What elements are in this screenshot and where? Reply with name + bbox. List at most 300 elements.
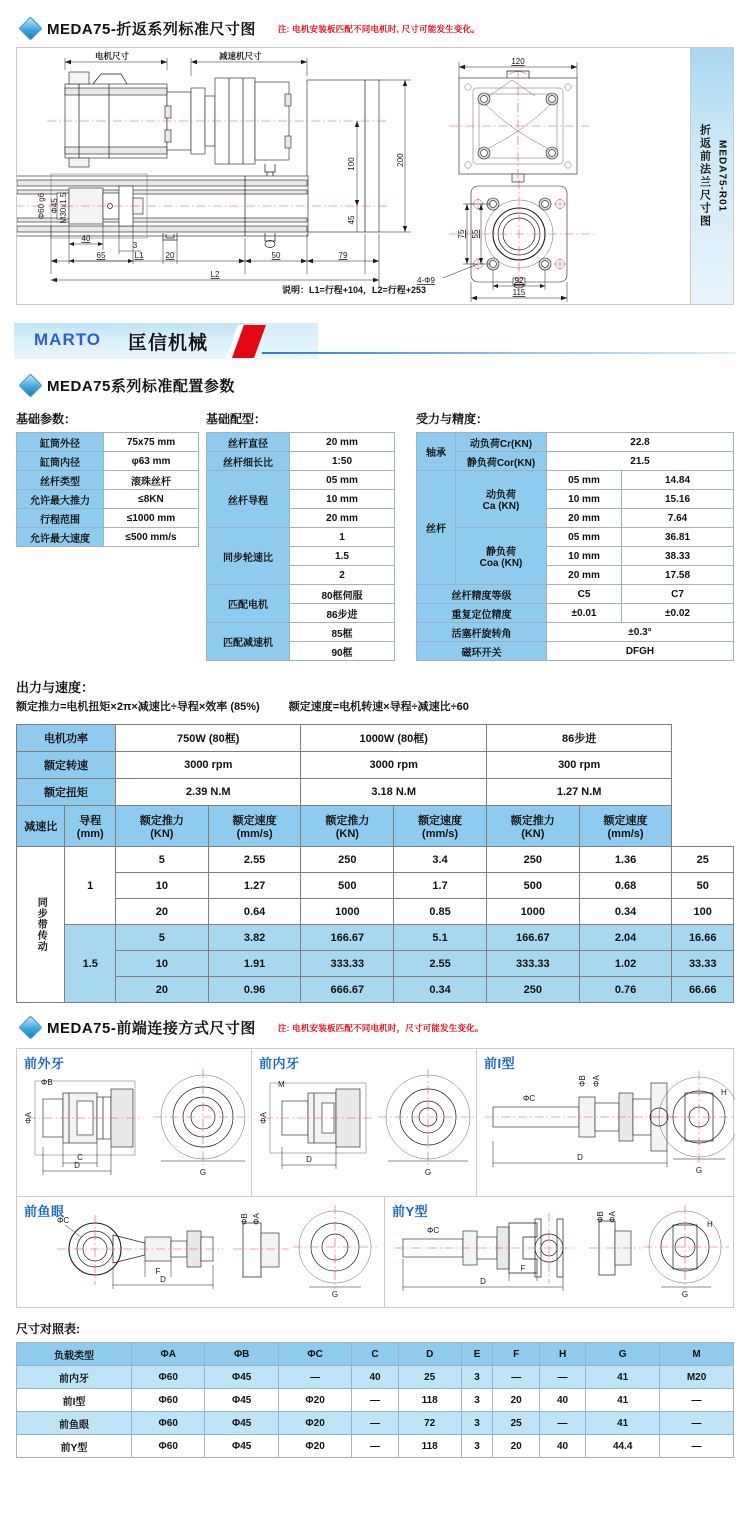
vel-label-line2: (mm/s) <box>236 828 273 840</box>
table-row <box>207 433 395 452</box>
col-header: F <box>493 1343 539 1366</box>
dim-d: D <box>160 1275 166 1284</box>
dim-d: D <box>306 1155 312 1164</box>
row-label: 允许最大推力 <box>17 490 104 509</box>
data-cell: 3 <box>461 1412 493 1435</box>
row-label: 丝杆精度等级 <box>417 585 547 604</box>
table-row <box>207 585 395 604</box>
row-label: 匹配减速机 <box>207 623 290 661</box>
dim-phiB: ΦB <box>240 1213 249 1225</box>
diamond-bullet-icon <box>18 16 42 40</box>
speed-formula: 额定速度=电机转速×导程÷减速比÷60 <box>288 701 469 713</box>
row-value: 21.5 <box>547 452 734 471</box>
data-cell: 66.66 <box>672 977 734 1003</box>
dim-g: G <box>199 1168 207 1177</box>
data-cell: 44.4 <box>586 1435 660 1458</box>
data-cell: 40 <box>539 1389 585 1412</box>
row-value: 38.33 <box>622 547 734 566</box>
data-cell: 1.02 <box>579 951 672 977</box>
table-row <box>17 1389 734 1412</box>
data-cell: Φ60 <box>132 1412 205 1435</box>
data-cell: 50 <box>672 873 734 899</box>
col-header-thrust <box>486 806 579 847</box>
vel-label-line2: (mm/s) <box>422 828 459 840</box>
data-cell: — <box>539 1366 585 1389</box>
brand-underline <box>262 352 736 354</box>
data-cell: 40 <box>352 1366 398 1389</box>
data-cell: 72 <box>398 1412 461 1435</box>
table-header-row <box>17 1343 734 1366</box>
section3-title: 出力与速度： <box>16 680 95 695</box>
basic-params-group <box>16 410 206 547</box>
data-cell: Φ45 <box>205 1366 278 1389</box>
data-cell: 666.67 <box>301 977 394 1003</box>
col-header-thrust <box>301 806 394 847</box>
lead-cell: 20 <box>116 977 209 1003</box>
lead-cell: 20 <box>116 899 209 925</box>
dim-L2: L2 <box>210 270 220 279</box>
table-row <box>417 528 734 547</box>
motor-speed: 3000 rpm <box>116 752 301 779</box>
col-header: H <box>539 1343 585 1366</box>
row-value: 1 <box>290 528 395 547</box>
dim-115: 115 <box>512 288 526 297</box>
table-row <box>17 806 734 847</box>
table-row <box>17 873 734 899</box>
col-header: G <box>586 1343 660 1366</box>
data-cell: Φ20 <box>278 1389 351 1412</box>
data-cell: 0.76 <box>579 977 672 1003</box>
data-cell: 2.55 <box>208 847 301 873</box>
diamond-bullet-icon <box>18 1015 42 1039</box>
row-label: 额定转速 <box>17 752 116 779</box>
dim-4-phi9: 4-Φ9 <box>417 276 435 285</box>
row-value: ±0.3° <box>547 623 734 642</box>
dim-55: 55 <box>471 229 480 239</box>
table-row <box>17 509 199 528</box>
data-cell: 2.04 <box>579 925 672 951</box>
row-value: φ63 mm <box>104 452 199 471</box>
row-value: 10 mm <box>547 547 622 566</box>
col-header-vel <box>394 806 487 847</box>
front-connection-grid <box>16 1048 734 1308</box>
data-cell: Φ60 <box>132 1435 205 1458</box>
table-row <box>17 899 734 925</box>
dim-200: 200 <box>396 153 405 167</box>
data-cell: 250 <box>301 847 394 873</box>
col-header: ΦC <box>278 1343 351 1366</box>
drawing-formula-note: 说明：L1=行程+104，L2=行程+253 <box>281 285 427 295</box>
col-header: M <box>660 1343 734 1366</box>
table-row <box>17 528 199 547</box>
row-label: 丝杆类型 <box>17 471 104 490</box>
dim-g: G <box>695 1166 703 1175</box>
dim-d: D <box>480 1277 486 1286</box>
brand-name-cn: 匡信机械 <box>128 333 209 354</box>
row-value: ≤500 mm/s <box>104 528 199 547</box>
data-cell: Φ60 <box>132 1389 205 1412</box>
data-cell: Φ45 <box>205 1389 278 1412</box>
row-value: 10 mm <box>547 490 622 509</box>
data-cell: 1.27 <box>208 873 301 899</box>
data-cell: M20 <box>660 1366 734 1389</box>
diamond-bullet-icon <box>18 373 42 397</box>
col-header: 负载类型 <box>17 1343 132 1366</box>
data-cell: 41 <box>586 1366 660 1389</box>
label-motor-size: 电机尺寸 <box>95 51 130 61</box>
table-row <box>17 471 199 490</box>
vel-label-line1: 额定速度 <box>603 815 648 827</box>
dim-phiB: ΦB <box>41 1078 53 1087</box>
row-label: 前内牙 <box>17 1366 132 1389</box>
ratio-cell: 1.5 <box>65 925 116 1003</box>
dimension-comparison-table <box>16 1342 734 1458</box>
dim-h: H <box>707 1220 713 1229</box>
lead-cell: 10 <box>116 873 209 899</box>
config-params-table <box>206 432 395 661</box>
row-value: ±0.02 <box>622 604 734 623</box>
fisheye-drawing <box>17 1197 385 1307</box>
dim-phiA: ΦA <box>608 1211 617 1223</box>
row-value: C5 <box>547 585 622 604</box>
thrust-label-line2: (KN) <box>150 828 174 840</box>
row-value: 36.81 <box>622 528 734 547</box>
thrust-label-line2: (KN) <box>335 828 359 840</box>
data-cell: — <box>660 1412 734 1435</box>
section4-note: 注: 电机安装板匹配不同电机时，尺寸可能发生变化。 <box>277 1022 484 1033</box>
section5-title: 尺寸对照表: <box>16 1322 80 1336</box>
thrust-formula: 额定推力=电机扭矩×2π×减速比÷导程×效率 (85%) <box>16 701 260 713</box>
data-cell: 166.67 <box>486 925 579 951</box>
row-label: 丝杆导程 <box>207 471 290 528</box>
table-row <box>417 642 734 661</box>
row-value: 75x75 mm <box>104 433 199 452</box>
front-connection-cell-inner-thread <box>252 1049 477 1197</box>
dimension-drawing-box <box>16 47 734 305</box>
accuracy-params-table <box>416 432 734 661</box>
coa-label-line2: Coa (KN) <box>479 558 523 569</box>
table-row <box>17 1412 734 1435</box>
basic-params-table <box>16 432 199 547</box>
formula-row <box>16 698 734 714</box>
row-value: 05 mm <box>547 528 622 547</box>
thrust-label-line1: 额定推力 <box>510 815 555 827</box>
table-row <box>17 490 199 509</box>
data-cell: 250 <box>486 977 579 1003</box>
dim-phiB: ΦB <box>596 1211 605 1223</box>
dim-g: G <box>331 1290 339 1299</box>
coa-label-line1: 静负荷 <box>486 547 516 558</box>
dim-phi45: Φ45 <box>50 198 59 214</box>
data-cell: 40 <box>539 1435 585 1458</box>
dim-75: 75 <box>457 229 466 239</box>
front-connection-row-2 <box>17 1197 733 1307</box>
thrust-label-line1: 额定推力 <box>325 815 370 827</box>
table-row <box>417 604 734 623</box>
cell-label: 前鱼眼 <box>24 1204 65 1219</box>
dim-h: H <box>721 1088 727 1097</box>
table-row <box>417 623 734 642</box>
front-connection-cell-y-type <box>385 1197 733 1307</box>
row-label: 行程范围 <box>17 509 104 528</box>
section2-heading <box>0 375 750 396</box>
dim-phiA: ΦA <box>259 1112 268 1124</box>
data-cell: 0.34 <box>394 977 487 1003</box>
row-value: 1:50 <box>290 452 395 471</box>
row-value: ±0.01 <box>547 604 622 623</box>
data-cell: — <box>660 1435 734 1458</box>
label-reducer-size: 减速机尺寸 <box>219 51 262 61</box>
section4-title: MEDA75-前端连接方式尺寸图 <box>47 1020 256 1037</box>
data-cell: 100 <box>672 899 734 925</box>
dimension-comparison-section <box>0 1320 750 1458</box>
dim-m30: M30x1.5 <box>59 192 68 224</box>
data-cell: 2.55 <box>394 951 487 977</box>
row-label: 电机功率 <box>17 725 116 752</box>
data-cell: Φ45 <box>205 1435 278 1458</box>
data-cell: 3.82 <box>208 925 301 951</box>
data-cell: — <box>660 1389 734 1412</box>
row-label <box>456 528 547 585</box>
row-value: 22.8 <box>547 433 734 452</box>
lead-cell: 5 <box>116 847 209 873</box>
col-header-lead <box>65 806 116 847</box>
table-row <box>17 977 734 1003</box>
table-row <box>417 471 734 490</box>
data-cell: 5.1 <box>394 925 487 951</box>
dim-f: F <box>155 1267 161 1276</box>
section1-title: MEDA75-折返系列标准尺寸图 <box>47 21 256 38</box>
dim-phiA: ΦA <box>592 1075 601 1087</box>
data-cell: 118 <box>398 1389 461 1412</box>
dim-g: G <box>424 1168 432 1177</box>
cell-label: 前Y型 <box>392 1204 429 1219</box>
row-value: 20 mm <box>547 509 622 528</box>
row-label: 前Y型 <box>17 1435 132 1458</box>
row-label: 额定扭矩 <box>17 779 116 806</box>
col-header: D <box>398 1343 461 1366</box>
assembly-drawing <box>17 48 693 304</box>
dim-92: 92 <box>514 276 524 285</box>
cell-label: 前I型 <box>484 1056 516 1071</box>
row-label: 活塞杆旋转角 <box>417 623 547 642</box>
data-cell: 20 <box>493 1389 539 1412</box>
output-speed-section <box>0 677 750 1003</box>
ca-label-line1: 动负荷 <box>486 490 516 501</box>
row-label: 轴承 <box>417 433 456 471</box>
row-label <box>456 471 547 528</box>
motor-torque: 1.27 N.M <box>486 779 671 806</box>
table-row <box>17 779 734 806</box>
front-connection-cell-fisheye <box>17 1197 385 1307</box>
row-value: 17.58 <box>622 566 734 585</box>
row-label: 丝杆直径 <box>207 433 290 452</box>
col-header: E <box>461 1343 493 1366</box>
side-tab-model: MEDA75-R01 <box>716 139 728 213</box>
col-header: C <box>352 1343 398 1366</box>
basic-params-title: 基础参数： <box>16 412 77 426</box>
col-header-ratio: 减速比 <box>17 806 65 847</box>
lead-label-line1: 导程 <box>79 815 102 827</box>
row-label: 允许最大速度 <box>17 528 104 547</box>
dim-79: 79 <box>338 251 348 260</box>
row-label: 同步轮速比 <box>207 528 290 585</box>
dim-100: 100 <box>347 157 356 171</box>
data-cell: Φ20 <box>278 1435 351 1458</box>
row-value: 10 mm <box>290 490 395 509</box>
dim-phiC: ΦC <box>523 1094 536 1103</box>
col-header-vel <box>208 806 301 847</box>
row-label: 重复定位精度 <box>417 604 547 623</box>
motor-power: 1000W (80框) <box>301 725 486 752</box>
data-cell: — <box>352 1412 398 1435</box>
accuracy-params-group <box>416 410 734 661</box>
col-header: ΦB <box>205 1343 278 1366</box>
row-label: 缸筒外径 <box>17 433 104 452</box>
data-cell: 3 <box>461 1389 493 1412</box>
row-value: C7 <box>622 585 734 604</box>
row-label-screw <box>417 471 456 585</box>
config-params-title: 基础配型： <box>206 412 267 426</box>
data-cell: 3.4 <box>394 847 487 873</box>
lead-cell: 5 <box>116 925 209 951</box>
data-cell: — <box>352 1389 398 1412</box>
data-cell: — <box>539 1412 585 1435</box>
section4-heading <box>0 1017 750 1038</box>
motor-torque: 2.39 N.M <box>116 779 301 806</box>
data-cell: 25 <box>398 1366 461 1389</box>
front-connection-cell-i-type <box>477 1049 735 1197</box>
thrust-label-line2: (KN) <box>521 828 545 840</box>
data-cell: 25 <box>672 847 734 873</box>
data-cell: 118 <box>398 1435 461 1458</box>
table-row <box>17 452 199 471</box>
data-cell: 333.33 <box>301 951 394 977</box>
data-cell: 41 <box>586 1389 660 1412</box>
vel-label-line1: 额定速度 <box>232 815 277 827</box>
side-tab-title-cn: 折返前法兰尺寸图 <box>698 124 711 228</box>
cell-label: 前内牙 <box>259 1056 300 1071</box>
i-type-drawing <box>477 1049 735 1197</box>
data-cell: Φ45 <box>205 1412 278 1435</box>
row-value: 86步进 <box>290 604 395 623</box>
brand-name-en: MARTO <box>34 330 102 349</box>
table-row <box>17 433 199 452</box>
ratio-cell: 1 <box>65 847 116 925</box>
front-connection-cell-outer-thread <box>17 1049 252 1197</box>
motor-power: 86步进 <box>486 725 671 752</box>
row-value: 2 <box>290 566 395 585</box>
col-header-vel <box>579 806 672 847</box>
row-label: 匹配电机 <box>207 585 290 623</box>
table-row <box>17 925 734 951</box>
row-value: 15.16 <box>622 490 734 509</box>
data-cell: 3 <box>461 1435 493 1458</box>
vel-label-line1: 额定速度 <box>418 815 463 827</box>
table-row <box>417 452 734 471</box>
col-header: ΦA <box>132 1343 205 1366</box>
drive-type-label: 同步带传动 <box>35 897 47 952</box>
dim-65: 65 <box>96 251 106 260</box>
row-value: 80框伺服 <box>290 585 395 604</box>
motor-torque: 3.18 N.M <box>301 779 486 806</box>
data-cell: — <box>352 1435 398 1458</box>
row-value: 20 mm <box>290 509 395 528</box>
row-value: 14.84 <box>622 471 734 490</box>
data-cell: 0.85 <box>394 899 487 925</box>
dim-d: D <box>74 1161 80 1170</box>
dim-m: M <box>278 1080 285 1089</box>
y-type-drawing <box>385 1197 733 1307</box>
data-cell: 3 <box>461 1366 493 1389</box>
dim-c: C <box>77 1153 83 1162</box>
data-cell: 500 <box>301 873 394 899</box>
cell-label: 前外牙 <box>24 1056 65 1071</box>
config-params-group <box>206 410 416 661</box>
dim-g: G <box>681 1290 689 1299</box>
data-cell: Φ60 <box>132 1366 205 1389</box>
table-row <box>17 1435 734 1458</box>
row-value: ≤8KN <box>104 490 199 509</box>
data-cell: 166.67 <box>301 925 394 951</box>
motor-power: 750W (80框) <box>116 725 301 752</box>
row-value: 滚珠丝杆 <box>104 471 199 490</box>
data-cell: 1000 <box>486 899 579 925</box>
motor-speed: 300 rpm <box>486 752 671 779</box>
table-row <box>417 585 734 604</box>
row-label: 前I型 <box>17 1389 132 1412</box>
motor-speed: 3000 rpm <box>301 752 486 779</box>
dim-f: F <box>520 1264 526 1273</box>
table-row <box>17 951 734 977</box>
col-header-thrust <box>116 806 209 847</box>
table-row <box>17 1366 734 1389</box>
table-row <box>207 452 395 471</box>
vel-label-line2: (mm/s) <box>607 828 644 840</box>
drawing-side-tab <box>690 48 733 304</box>
data-cell: 1.36 <box>579 847 672 873</box>
data-cell: 20 <box>493 1435 539 1458</box>
row-value: 20 mm <box>290 433 395 452</box>
table-row <box>17 847 734 873</box>
table-row <box>207 471 395 490</box>
dim-120: 120 <box>511 57 525 66</box>
data-cell: — <box>278 1366 351 1389</box>
data-cell: 25 <box>493 1412 539 1435</box>
data-cell: 500 <box>486 873 579 899</box>
table-row <box>17 725 734 752</box>
data-cell: 250 <box>486 847 579 873</box>
dim-phi60: Φ60 g6 <box>37 192 46 220</box>
row-label: 缸筒内径 <box>17 452 104 471</box>
data-cell: — <box>493 1366 539 1389</box>
row-value: 7.64 <box>622 509 734 528</box>
row-value: DFGH <box>547 642 734 661</box>
row-value: ≤1000 mm <box>104 509 199 528</box>
dim-3: 3 <box>132 241 138 250</box>
section1-note: 注: 电机安装板匹配不同电机时, 尺寸可能发生变化。 <box>277 23 480 34</box>
row-value: 90框 <box>290 642 395 661</box>
data-cell: 41 <box>586 1412 660 1435</box>
data-cell: 16.66 <box>672 925 734 951</box>
row-value: 20 mm <box>547 566 622 585</box>
output-speed-table <box>16 724 734 1003</box>
data-cell: 0.64 <box>208 899 301 925</box>
drive-type-label-cell <box>17 847 65 1003</box>
dim-phiA: ΦA <box>24 1112 33 1124</box>
ca-label-line2: Ca (KN) <box>482 501 520 512</box>
row-label: 静负荷Cor(KN) <box>456 452 547 471</box>
